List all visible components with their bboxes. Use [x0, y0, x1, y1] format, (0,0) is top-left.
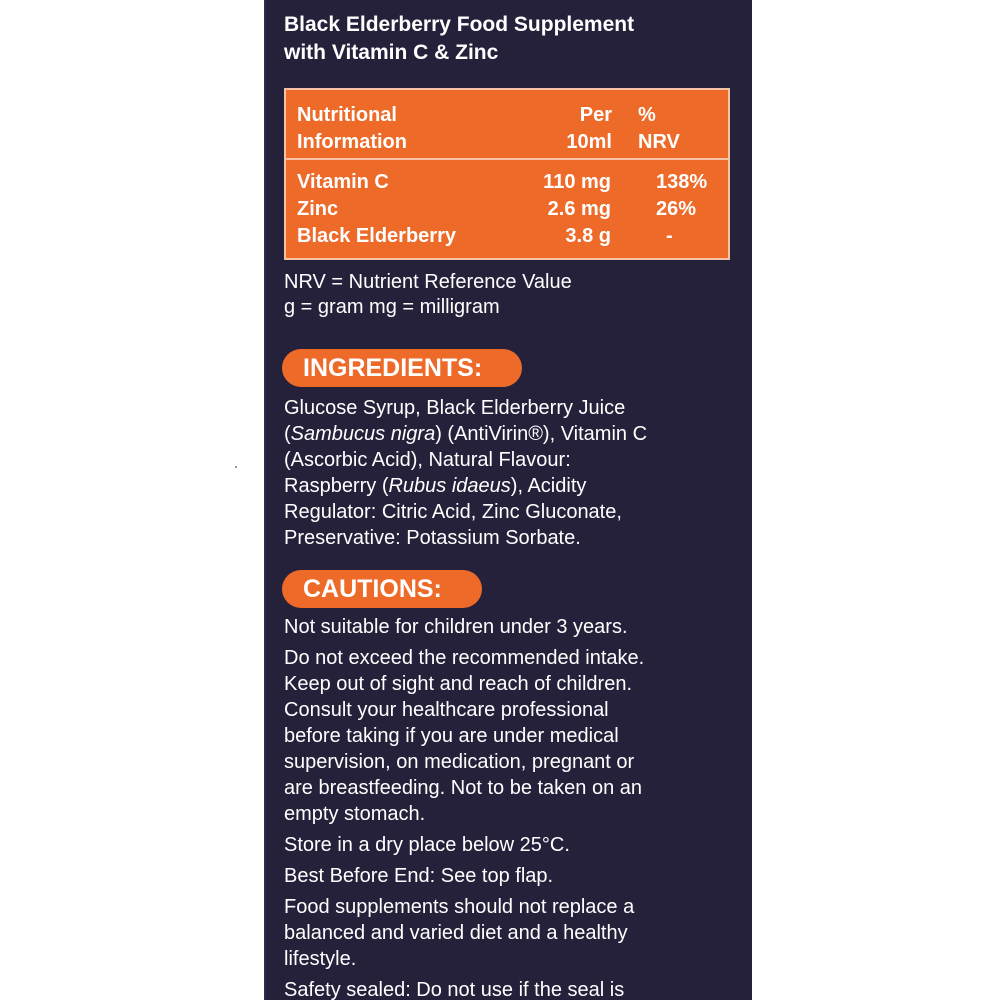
- ingredients-line-6: Preservative: Potassium Sorbate.: [284, 527, 581, 549]
- caution-paragraph: [284, 645, 734, 827]
- caution-line: Food supplements should not replace a: [284, 896, 635, 918]
- caution-line: Keep out of sight and reach of children.: [284, 673, 633, 695]
- nrv-legend-line-2: g = gram mg = milligram: [284, 296, 500, 318]
- nutrient-name: Black Elderberry: [297, 225, 456, 247]
- nutrient-amount: 110 mg: [543, 171, 611, 193]
- nutrition-header-name-line-2: Information: [297, 131, 407, 153]
- ingredients-latin-name: Rubus idaeus: [388, 475, 511, 497]
- caution-paragraph: [284, 863, 734, 889]
- ingredients-line-4-start: Raspberry (: [284, 475, 389, 497]
- caution-paragraph: [284, 832, 734, 858]
- caution-line: Store in a dry place below 25°C.: [284, 834, 570, 856]
- ingredients-heading: INGREDIENTS:: [282, 349, 522, 387]
- nutrition-header-nrv-line-2: NRV: [638, 131, 680, 153]
- nutrient-name: Zinc: [297, 198, 339, 220]
- caution-line: lifestyle.: [284, 948, 357, 970]
- cautions-heading: CAUTIONS:: [282, 570, 482, 608]
- ingredients-line-1: Glucose Syrup, Black Elderberry Juice: [284, 397, 626, 419]
- nutrition-header-name-line-1: Nutritional: [297, 104, 397, 126]
- ingredients-line-5: Regulator: Citric Acid, Zinc Gluconate,: [284, 501, 622, 523]
- nutrient-nrv: -: [666, 225, 673, 247]
- ingredients-text: [284, 395, 734, 551]
- caution-line: balanced and varied diet and a healthy: [284, 922, 628, 944]
- cautions-text: [284, 614, 734, 1000]
- nutrition-header-per-line-1: Per: [579, 104, 612, 126]
- nutrition-header-per: [516, 102, 612, 156]
- product-title-line-1: Black Elderberry Food Supplement: [284, 13, 635, 36]
- caution-line: empty stomach.: [284, 803, 426, 825]
- caution-line: before taking if you are under medical: [284, 725, 619, 747]
- caution-line: Not suitable for children under 3 years.: [284, 616, 628, 638]
- ingredients-line-2-open: (: [284, 423, 291, 445]
- caution-paragraph: [284, 614, 734, 640]
- caution-paragraph: [284, 977, 734, 1000]
- nutrient-nrv: 138%: [656, 171, 708, 193]
- nutrient-nrv: 26%: [656, 198, 697, 220]
- caution-line: Do not exceed the recommended intake.: [284, 647, 645, 669]
- caution-line: supervision, on medication, pregnant or: [284, 751, 635, 773]
- nrv-legend-line-1: NRV = Nutrient Reference Value: [284, 271, 572, 293]
- caution-line: Consult your healthcare professional: [284, 699, 609, 721]
- ingredients-line-4-rest: ), Acidity: [510, 475, 587, 497]
- nutrient-name: Vitamin C: [297, 171, 389, 193]
- caution-line: are breastfeeding. Not to be taken on an: [284, 777, 643, 799]
- panel-edge: [264, 0, 266, 1000]
- product-title-line-2: with Vitamin C & Zinc: [284, 41, 499, 64]
- product-title: [284, 11, 724, 67]
- ingredients-line-3: (Ascorbic Acid), Natural Flavour:: [284, 449, 571, 471]
- nutrition-table: [284, 88, 730, 260]
- caution-paragraph: [284, 894, 734, 972]
- nutrition-header-per-line-2: 10ml: [566, 131, 612, 153]
- nutrient-amount: 2.6 mg: [547, 198, 611, 220]
- ingredients-line-2-rest: ) (AntiVirin®), Vitamin C: [435, 423, 648, 445]
- nutrition-header-name: [297, 102, 407, 156]
- ingredients-line-4: [284, 473, 734, 499]
- ingredients-line-2: [284, 421, 734, 447]
- nrv-legend: [284, 270, 572, 320]
- nutrition-header-nrv-line-1: %: [638, 104, 656, 126]
- ingredients-latin-name: Sambucus nigra: [290, 423, 436, 445]
- nutrition-divider: [286, 158, 728, 160]
- nutrition-header-nrv: [638, 102, 718, 156]
- stray-mark: [235, 466, 237, 468]
- caution-line: Best Before End: See top flap.: [284, 865, 554, 887]
- caution-line: Safety sealed: Do not use if the seal is: [284, 979, 625, 1000]
- nutrient-amount: 3.8 g: [565, 225, 611, 247]
